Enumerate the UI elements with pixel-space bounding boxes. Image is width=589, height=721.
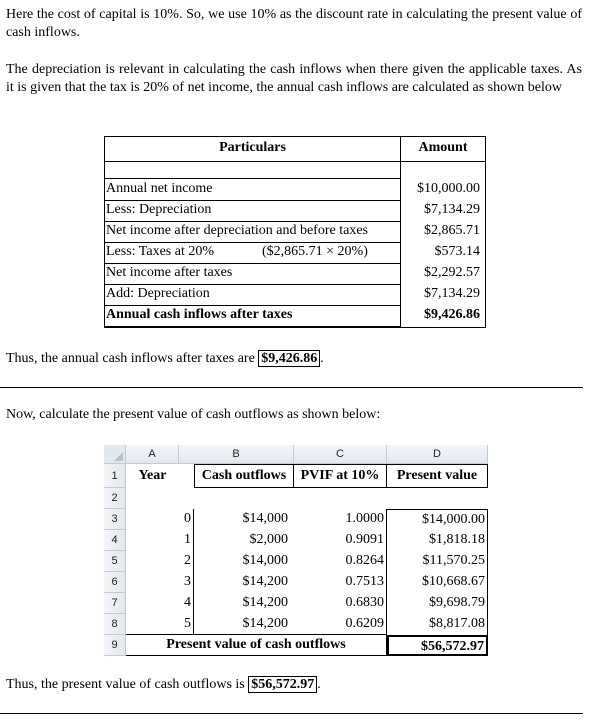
row-label: Less: Taxes at 20%: [106, 244, 215, 259]
row-header-1[interactable]: 1: [104, 464, 126, 488]
cell-outflow[interactable]: $14,000: [242, 553, 288, 568]
cell-outflow[interactable]: $14,200: [194, 614, 294, 635]
column-header-d[interactable]: D: [387, 445, 488, 464]
header-cash-outflows[interactable]: Cash outflows: [194, 464, 294, 488]
cell-pvif[interactable]: 0.6830: [294, 593, 387, 614]
table-row: [105, 179, 485, 200]
row-amount: $10,000.00: [417, 181, 480, 196]
row-label: Net income after depreciation and before taxes: [106, 223, 368, 238]
row-label: Add: Depreciation: [106, 286, 210, 301]
cell-present-value[interactable]: $9,698.79: [387, 593, 488, 614]
row-amount: $7,134.29: [424, 286, 480, 301]
row-header-9[interactable]: 9: [104, 635, 126, 656]
column-header-c[interactable]: C: [294, 445, 387, 464]
divider: [0, 713, 583, 714]
cell-year[interactable]: 4: [126, 593, 194, 614]
row-header-2[interactable]: 2: [104, 488, 126, 509]
spreadsheet: [104, 445, 488, 656]
row-calculation: ($2,865.71 × 20%): [262, 244, 368, 259]
cell-year[interactable]: 1: [126, 530, 194, 551]
row-label: Annual cash inflows after taxes: [106, 307, 293, 322]
cell-present-value[interactable]: $14,000.00: [387, 509, 488, 530]
column-header-b[interactable]: B: [179, 445, 294, 464]
table-row: [105, 221, 485, 242]
total-value[interactable]: $56,572.97: [387, 635, 488, 656]
cell-pvif[interactable]: 0.7513: [294, 572, 387, 593]
cell-year[interactable]: 5: [126, 614, 194, 635]
conclusion-2: Thus, the present value of cash outflows is $56,572.97 .: [6, 677, 321, 692]
cell-present-value[interactable]: $11,570.25: [387, 551, 488, 572]
table-row: [105, 200, 485, 221]
conclusion-2-text: Thus, the present value of cash outflows is: [6, 677, 249, 692]
row-header-6[interactable]: 6: [104, 572, 126, 593]
cell-present-value[interactable]: $8,817.08: [387, 614, 488, 635]
conclusion-2-value: $56,572.97: [248, 676, 317, 693]
cell-pvif[interactable]: 0.8264: [294, 551, 387, 572]
table-row-total: [105, 305, 485, 326]
cell-year[interactable]: 2: [126, 551, 194, 572]
header-present-value[interactable]: Present value: [386, 464, 488, 488]
intro-paragraph-1: Here the cost of capital is 10%. So, we use 10% as the discount rate in calculating the present value of cash inflows.: [6, 7, 582, 40]
cell-outflow[interactable]: $14,000: [242, 511, 288, 526]
conclusion-1: Thus, the annual cash inflows after taxes are $9,426.86 .: [6, 351, 324, 366]
table-row: [105, 284, 485, 305]
cell-year[interactable]: 3: [126, 572, 194, 593]
cell-outflow[interactable]: $2,000: [249, 532, 288, 547]
cell-present-value[interactable]: $10,668.67: [387, 572, 488, 593]
row-amount: $2,292.57: [424, 265, 480, 280]
intro-2: Now, calculate the present value of cash outflows as shown below:: [6, 407, 381, 422]
row-amount: $9,426.86: [424, 307, 480, 322]
row-header-4[interactable]: 4: [104, 530, 126, 551]
row-header-5[interactable]: 5: [104, 551, 126, 572]
row-amount: $573.14: [434, 244, 480, 259]
cash-inflows-table: [104, 136, 486, 328]
cell-pvif[interactable]: 1.0000: [294, 509, 387, 530]
conclusion-1-text: Thus, the annual cash inflows after taxes are: [6, 351, 259, 366]
intro-paragraph-2: The depreciation is relevant in calculating the cash inflows when there given the applicable taxes. As it is given that the tax is 20% of net income, the annual cash inflows are calculated as shown below: [6, 62, 582, 95]
cell-pvif[interactable]: 0.6209: [294, 614, 387, 635]
row-amount: $7,134.29: [424, 202, 480, 217]
row-label: Less: Depreciation: [106, 202, 212, 217]
row-label: Net income after taxes: [106, 265, 233, 280]
header-particulars: Particulars: [219, 140, 286, 155]
divider: [0, 387, 583, 388]
header-amount: Amount: [418, 140, 468, 155]
table-row: [105, 263, 485, 284]
cell-outflow[interactable]: $14,200: [242, 574, 288, 589]
table-row: [105, 242, 485, 263]
conclusion-1-value: $9,426.86: [258, 350, 320, 367]
row-header-7[interactable]: 7: [104, 593, 126, 614]
row-header-3[interactable]: 3: [104, 509, 126, 530]
total-label[interactable]: Present value of cash outflows: [126, 635, 387, 656]
header-year[interactable]: Year: [138, 468, 167, 483]
cell-outflow[interactable]: $14,200: [242, 595, 288, 610]
cell-year[interactable]: 0: [126, 509, 194, 530]
select-all-corner[interactable]: [104, 445, 126, 464]
cell-present-value[interactable]: $1,818.18: [387, 530, 488, 551]
row-label: Annual net income: [106, 181, 213, 196]
row-header-8[interactable]: 8: [104, 614, 126, 635]
row-amount: $2,865.71: [424, 223, 480, 238]
column-header-a[interactable]: A: [126, 445, 179, 464]
header-pvif[interactable]: PVIF at 10%: [293, 464, 387, 488]
cell-pvif[interactable]: 0.9091: [294, 530, 387, 551]
